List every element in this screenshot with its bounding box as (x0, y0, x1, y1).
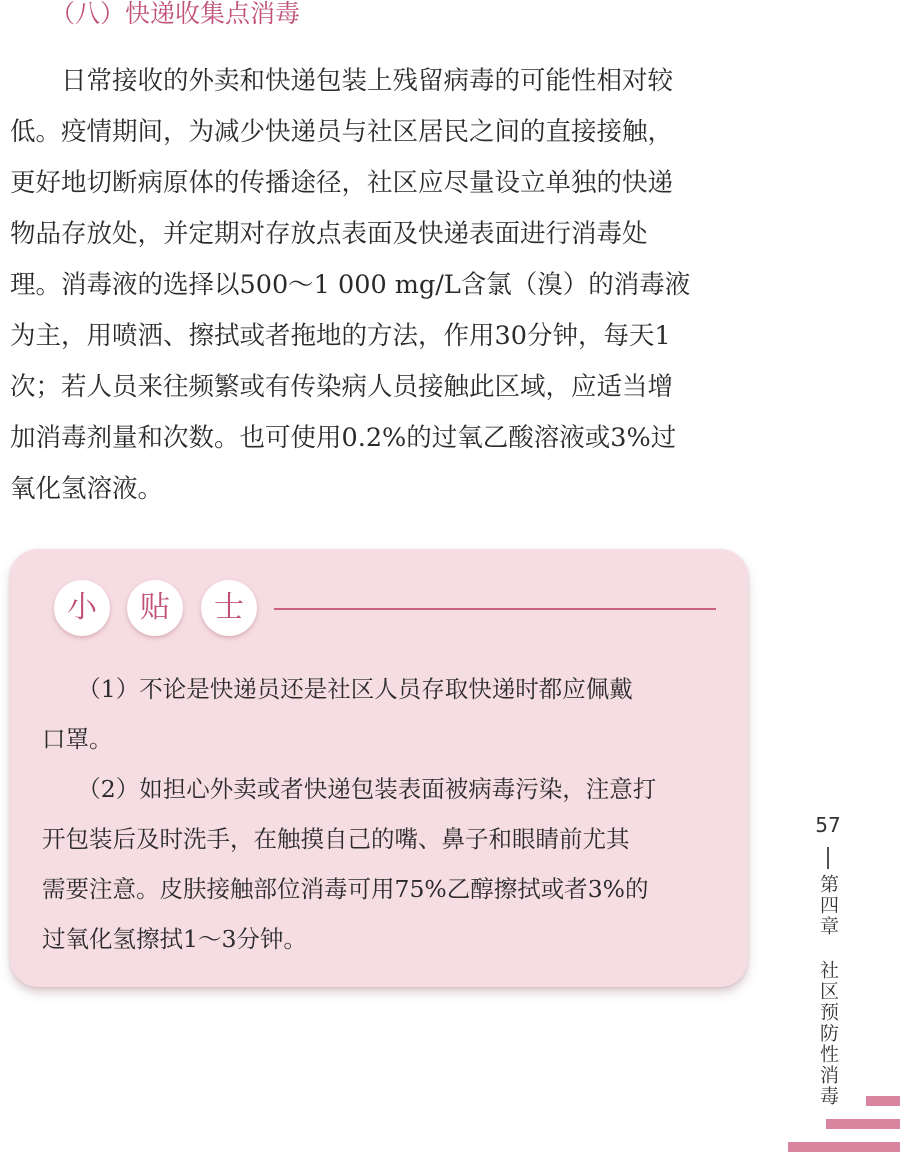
tip-header (54, 580, 734, 636)
tip-line: （1）不论是快递员还是社区人员存取快递时都应佩戴 (42, 675, 633, 703)
tip-text (42, 664, 722, 964)
tip-card (10, 549, 748, 987)
body-line: 为主，用喷洒、擦拭或者拖地的方法，作用30分钟，每天1 (10, 321, 671, 351)
tip-title-char: 士 (201, 580, 257, 636)
tip-title-char: 小 (54, 580, 110, 636)
decor-bar (788, 1142, 900, 1152)
decor-bar (866, 1096, 900, 1106)
body-line: 物品存放处，并定期对存放点表面及快递表面进行消毒处 (10, 219, 648, 249)
tip-line: 开包装后及时洗手，在触摸自己的嘴、鼻子和眼睛前尤其 (42, 825, 630, 853)
sidebar-divider (827, 847, 829, 869)
chapter-topic: 社区预防性消毒 (817, 960, 839, 1107)
tip-header-divider (274, 608, 716, 610)
tip-line: （2）如担心外卖或者快递包装表面被病毒污染，注意打 (42, 775, 657, 803)
body-line: 加消毒剂量和次数。也可使用0.2%的过氧乙酸溶液或3%过 (10, 423, 677, 453)
chapter-label: 第四章 (817, 874, 839, 937)
page-number: 57 (815, 813, 841, 837)
tip-line: 需要注意。皮肤接触部位消毒可用75%乙醇擦拭或者3%的 (42, 875, 649, 903)
body-line: 低。疫情期间，为减少快递员与社区居民之间的直接接触， (10, 117, 674, 147)
body-line: 理。消毒液的选择以500～1 000 mg/L含氯（溴）的消毒液 (10, 270, 691, 300)
body-line: 更好地切断病原体的传播途径，社区应尽量设立单独的快递 (10, 168, 674, 198)
body-paragraph (10, 56, 750, 515)
body-line: 次；若人员来往频繁或有传染病人员接触此区域，应适当增 (10, 372, 674, 402)
section-title: （八）快递收集点消毒 (50, 0, 301, 28)
decor-bar (826, 1119, 900, 1129)
body-line: 氧化氢溶液。 (10, 474, 164, 504)
tip-line: 口罩。 (42, 725, 113, 753)
tip-title-char: 贴 (127, 580, 183, 636)
tip-line: 过氧化氢擦拭1～3分钟。 (42, 925, 307, 953)
body-line: 日常接收的外卖和快递包装上残留病毒的可能性相对较 (10, 66, 674, 96)
